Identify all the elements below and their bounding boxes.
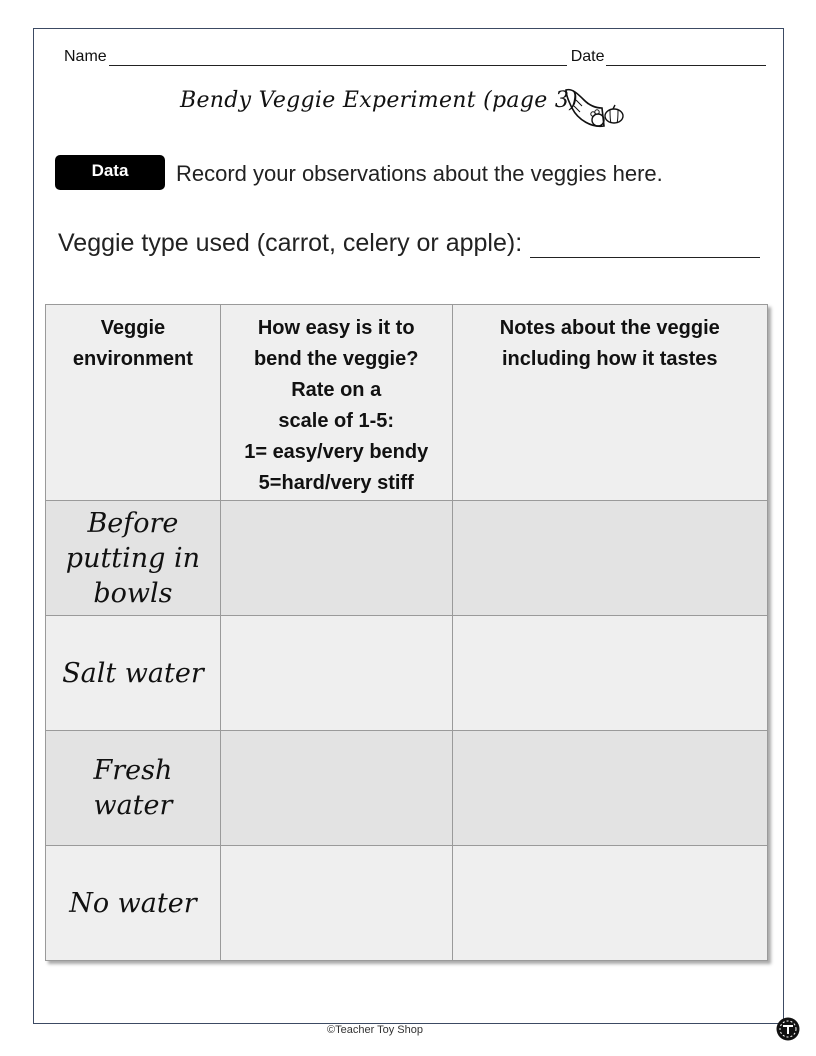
notes-cell[interactable] [452,616,767,731]
date-field[interactable] [606,49,766,66]
name-field[interactable] [109,49,567,66]
table-row [46,846,768,961]
name-date-row [64,44,766,66]
header-notes: Notes about the veggie including how it tastes [452,305,767,501]
name-label: Name [64,48,107,65]
cornucopia-icon [564,86,626,134]
rating-cell[interactable] [220,731,452,846]
table-row [46,731,768,846]
veggie-type-prompt: Veggie type used (carrot, celery or apple): [58,229,523,257]
veggie-type-row [58,229,760,258]
observation-table [45,304,768,961]
notes-cell[interactable] [452,846,767,961]
date-label: Date [570,48,605,65]
notes-cell[interactable] [452,501,767,616]
teacher-toy-shop-logo-icon [776,1017,800,1041]
table-row [46,501,768,616]
rating-cell[interactable] [220,616,452,731]
row-label-salt-water: Salt water [46,616,221,731]
rating-cell[interactable] [220,501,452,616]
page-title: Bendy Veggie Experiment (page 3) [180,88,579,113]
table-row [46,616,768,731]
rating-cell[interactable] [220,846,452,961]
header-veggie-environment: Veggie environment [46,305,221,501]
table-header-row [46,305,768,501]
notes-cell[interactable] [452,731,767,846]
data-badge: Data [55,155,165,190]
footer-copyright: ©Teacher Toy Shop [327,1024,423,1036]
veggie-type-field[interactable] [530,233,760,258]
row-label-no-water: No water [46,846,221,961]
header-bend-rating: How easy is it to bend the veggie? Rate on a scale of 1-5: 1= easy/very bendy 5=hard/very stiff [220,305,452,501]
row-label-fresh-water: Fresh water [46,731,221,846]
data-instruction: Record your observations about the veggies here. [176,161,663,186]
row-label-before: Before putting in bowls [46,501,221,616]
